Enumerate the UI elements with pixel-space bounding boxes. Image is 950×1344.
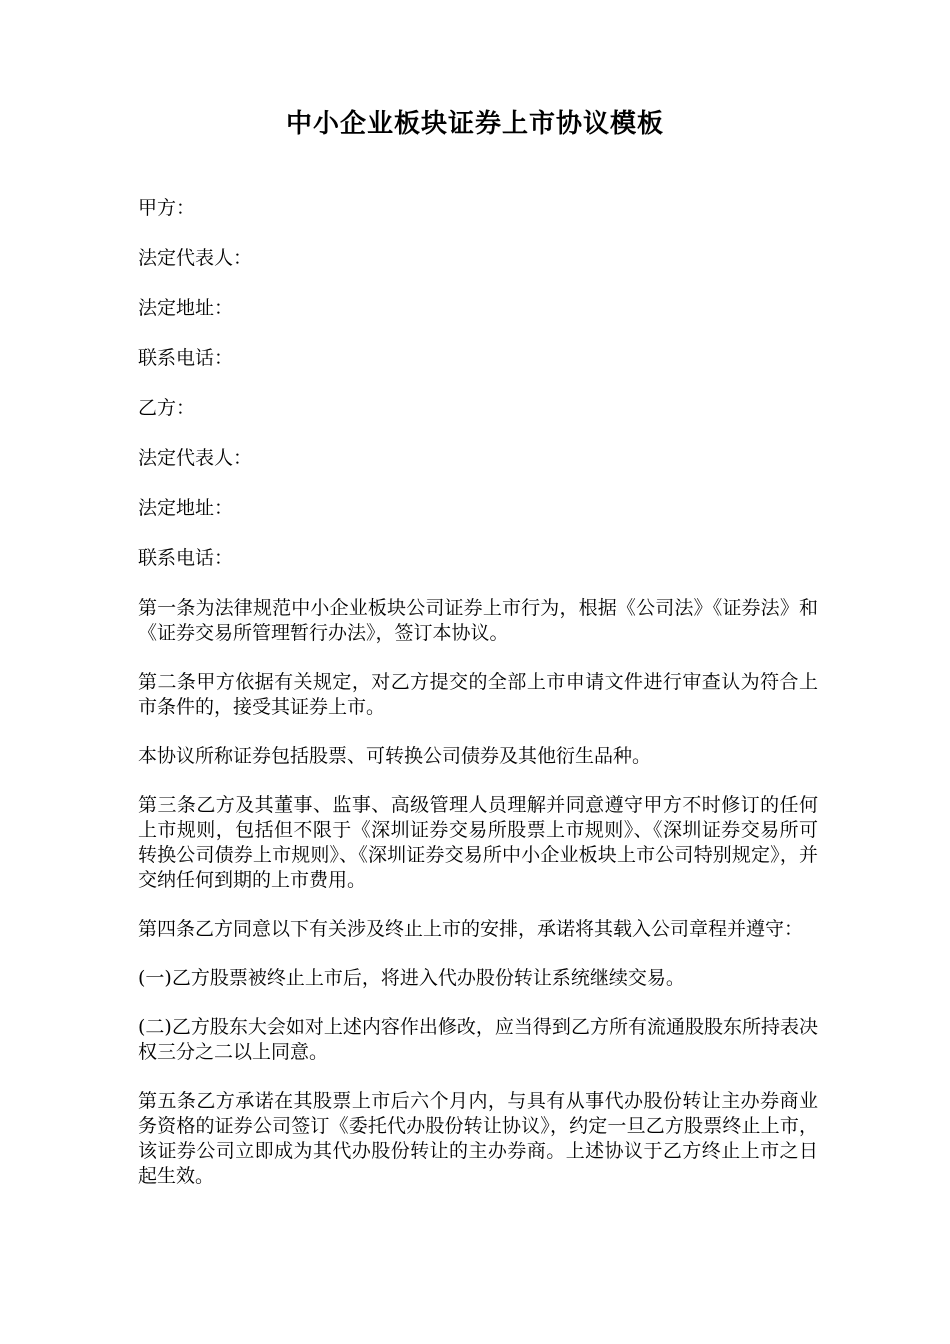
article-5-paragraph: 第五条乙方承诺在其股票上市后六个月内，与具有从事代办股份转让主办券商业务资格的证券公司签订《委托代办股份转让协议》，约定一旦乙方股票终止上市，该证券公司立即成为其代办股份转让的主办券商。上述协议于乙方终止上市之日起生效。 — [138, 1090, 818, 1187]
party-b-phone-label: 联系电话： — [138, 547, 234, 569]
document-body — [138, 196, 818, 1213]
article-4-item-1: (一)乙方股票被终止上市后，将进入代办股份转让系统继续交易。 — [138, 967, 685, 989]
article-1-paragraph: 第一条为法律规范中小企业板块公司证券上市行为，根据《公司法》《证券法》和《证券交易所管理暂行办法》，签订本协议。 — [138, 597, 818, 644]
securities-definition-paragraph: 本协议所称证券包括股票、可转换公司债券及其他衍生品种。 — [138, 745, 652, 767]
party-b-name-label: 乙方： — [138, 397, 196, 419]
party-a-phone-label: 联系电话： — [138, 347, 234, 369]
article-4-paragraph: 第四条乙方同意以下有关涉及终止上市的安排，承诺将其载入公司章程并遵守： — [138, 918, 804, 940]
article-3-paragraph: 第三条乙方及其董事、监事、高级管理人员理解并同意遵守甲方不时修订的任何上市规则，包括但不限于《深圳证券交易所股票上市规则》、《深圳证券交易所可转换公司债券上市规则》、《深圳证券交易所中小企业板块上市公司特别规定》，并交纳任何到期的上市费用。 — [138, 794, 818, 891]
party-a-address-label: 法定地址： — [138, 297, 234, 319]
article-4-item-2: (二)乙方股东大会如对上述内容作出修改，应当得到乙方所有流通股股东所持表决权三分之二以上同意。 — [138, 1016, 818, 1063]
document-title: 中小企业板块证券上市协议模板 — [285, 109, 664, 139]
party-a-name-label: 甲方： — [138, 197, 196, 219]
party-b-address-label: 法定地址： — [138, 497, 234, 519]
party-b-representative-label: 法定代表人： — [138, 447, 253, 469]
party-a-representative-label: 法定代表人： — [138, 247, 253, 269]
article-2-paragraph: 第二条甲方依据有关规定，对乙方提交的全部上市申请文件进行审查认为符合上市条件的，接受其证券上市。 — [138, 671, 818, 718]
